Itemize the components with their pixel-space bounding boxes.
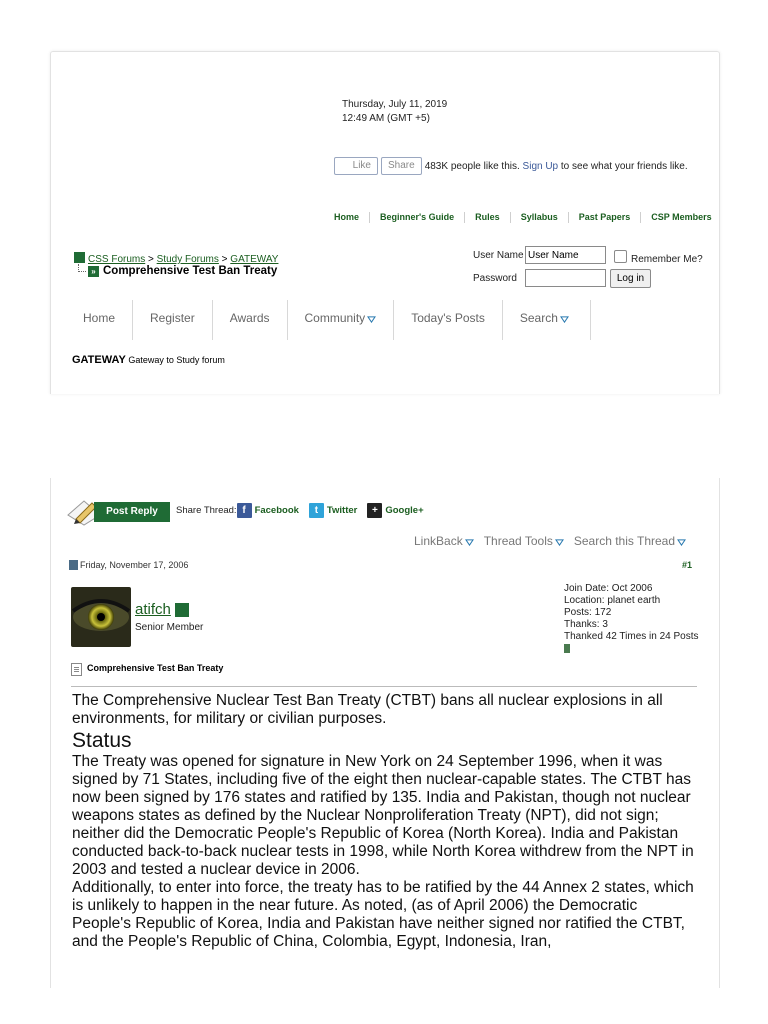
post-number-link[interactable]: #1 — [682, 560, 693, 570]
nav-search[interactable] — [503, 300, 591, 340]
current-date: Thursday, July 11, 2019 — [342, 99, 448, 110]
share-facebook-label: Facebook — [254, 505, 299, 516]
post-title: Comprehensive Test Ban Treaty — [87, 663, 224, 673]
nav-register-label: Register — [150, 311, 195, 325]
top-navigation — [334, 212, 722, 223]
google-plus-icon: + — [367, 503, 382, 518]
facebook-like-count: 483K people like this. — [424, 160, 520, 172]
post-title-row — [71, 663, 697, 687]
breadcrumb-study-forums[interactable]: Study Forums — [156, 254, 219, 265]
nav-search-label: Search — [519, 311, 558, 325]
nav-awards[interactable] — [213, 300, 288, 340]
facebook-signup-text: to see what your friends like. — [560, 160, 688, 172]
linkback-label: LinkBack — [414, 534, 463, 548]
breadcrumb-separator: > — [148, 254, 154, 265]
current-time: 12:49 AM (GMT +5) — [342, 113, 430, 124]
post-date — [69, 560, 188, 570]
facebook-icon: f — [237, 503, 252, 518]
post-paragraph: Additionally, to enter into force, the treaty has to be ratified by the 44 Annex 2 states, which is unlikely to happen in the near future. As noted, (as of April 2006) the Democratic People's Republic of Korea, India and Pakistan have neither signed nor ratified the CTBT, and the People's Republic of China, Colombia, Egypt, Indonesia, Iran, — [72, 879, 694, 950]
location: Location: planet earth — [564, 595, 661, 606]
post-body — [72, 692, 697, 951]
thanked-count: Thanked 42 Times in 24 Posts — [564, 631, 699, 642]
share-google-link[interactable] — [367, 503, 423, 518]
username-text: atifch — [135, 601, 171, 618]
reputation-icon — [564, 644, 570, 653]
post-reply-button[interactable] — [66, 497, 170, 527]
share-facebook-link[interactable] — [237, 503, 299, 518]
document-icon — [71, 663, 82, 676]
user-title: Senior Member — [135, 622, 204, 633]
nav-home-label: Home — [83, 311, 116, 325]
thread-tools-label: Thread Tools — [483, 534, 553, 548]
posts-count: Posts: 172 — [564, 607, 612, 618]
status-heading: Status — [72, 729, 132, 752]
forum-name: GATEWAY — [72, 354, 126, 366]
topnav-home[interactable]: Home — [334, 212, 360, 222]
arrow-right-icon: » — [88, 266, 99, 277]
thanks-count: Thanks: 3 — [564, 619, 608, 630]
username-label: User Name — [473, 250, 524, 261]
eye-avatar-image — [71, 587, 131, 647]
nav-community[interactable] — [288, 300, 395, 340]
chevron-down-icon — [555, 539, 564, 546]
post-date-text: Friday, November 17, 2006 — [80, 560, 189, 570]
avatar[interactable] — [71, 587, 131, 647]
share-twitter-label: Twitter — [326, 505, 358, 516]
topnav-csp-members[interactable]: CSP Members — [640, 212, 721, 223]
thread-tools-bar — [414, 534, 686, 548]
chevron-down-icon — [465, 539, 474, 546]
username-link[interactable] — [135, 601, 189, 618]
chevron-down-icon — [677, 539, 686, 546]
post-reply-label: Post Reply — [94, 502, 170, 522]
current-datetime — [342, 98, 447, 126]
remember-me-label: Remember Me? — [631, 254, 703, 265]
breadcrumb-css-forums[interactable]: CSS Forums — [88, 254, 146, 265]
forum-description — [72, 354, 225, 366]
thread-tools-menu[interactable] — [484, 534, 564, 548]
topnav-rules[interactable]: Rules — [464, 212, 510, 223]
breadcrumb — [74, 252, 278, 265]
share-thread — [176, 503, 434, 518]
nav-todays-posts-label: Today's Posts — [411, 311, 485, 325]
topnav-past-papers[interactable]: Past Papers — [568, 212, 641, 223]
facebook-signup-link[interactable]: Sign Up — [522, 160, 559, 172]
linkback-menu[interactable] — [414, 534, 474, 548]
online-status-icon — [175, 603, 189, 617]
topnav-beginners-guide[interactable]: Beginner's Guide — [369, 212, 464, 223]
nav-home[interactable] — [66, 300, 133, 340]
search-thread-label: Search this Thread — [573, 534, 676, 548]
remember-me-checkbox[interactable] — [614, 250, 627, 263]
nav-todays-posts[interactable] — [394, 300, 503, 340]
share-thread-label: Share Thread: — [176, 505, 237, 516]
page-title: Comprehensive Test Ban Treaty — [103, 265, 278, 277]
nav-register[interactable] — [133, 300, 213, 340]
chevron-down-icon — [367, 316, 376, 323]
post-intro: The Comprehensive Nuclear Test Ban Treaty (CTBT) bans all nuclear explosions in all environments, for military or civilian purposes. — [72, 692, 663, 727]
breadcrumb-gateway[interactable]: GATEWAY — [230, 254, 279, 265]
main-navigation — [66, 300, 591, 340]
forum-desc: Gateway to Study forum — [128, 355, 225, 365]
share-twitter-link[interactable] — [309, 503, 357, 518]
facebook-like-bar — [334, 157, 688, 175]
user-info — [564, 583, 699, 653]
breadcrumb-current — [78, 265, 277, 277]
password-label: Password — [473, 273, 517, 284]
forum-home-icon — [74, 252, 85, 263]
password-input[interactable] — [525, 269, 606, 287]
tree-line-icon — [78, 264, 86, 272]
nav-awards-label: Awards — [229, 311, 270, 325]
facebook-share-button[interactable]: Share — [381, 157, 422, 175]
facebook-like-button[interactable]: Like — [334, 157, 378, 175]
post-paragraph: The Treaty was opened for signature in New York on 24 September 1996, when it was signed by 71 States, including five of the eight then nuclear-capable states. The CTBT has now been signed by 176 states and ratified by 135. India and Pakistan, though not nuclear weapons states as defined by the Nuclear Nonproliferation Treaty (NPT), did not sign; neither did the Democratic People's Republic of Korea (North Korea). India and Pakistan conducted back-to-back nuclear tests in 1998, while North Korea withdrew from the NPT in 2003 and tested a nuclear device in 2006. — [72, 753, 694, 878]
topnav-syllabus[interactable]: Syllabus — [510, 212, 568, 223]
calendar-icon — [69, 560, 78, 570]
breadcrumb-separator: > — [221, 254, 228, 265]
username-input[interactable] — [525, 246, 606, 264]
login-button[interactable]: Log in — [610, 269, 651, 288]
join-date: Join Date: Oct 2006 — [564, 583, 653, 594]
chevron-down-icon — [560, 316, 569, 323]
share-google-label: Google+ — [385, 505, 424, 516]
twitter-icon: t — [309, 503, 324, 518]
search-thread-menu[interactable] — [574, 534, 686, 548]
nav-community-label: Community — [304, 311, 366, 325]
